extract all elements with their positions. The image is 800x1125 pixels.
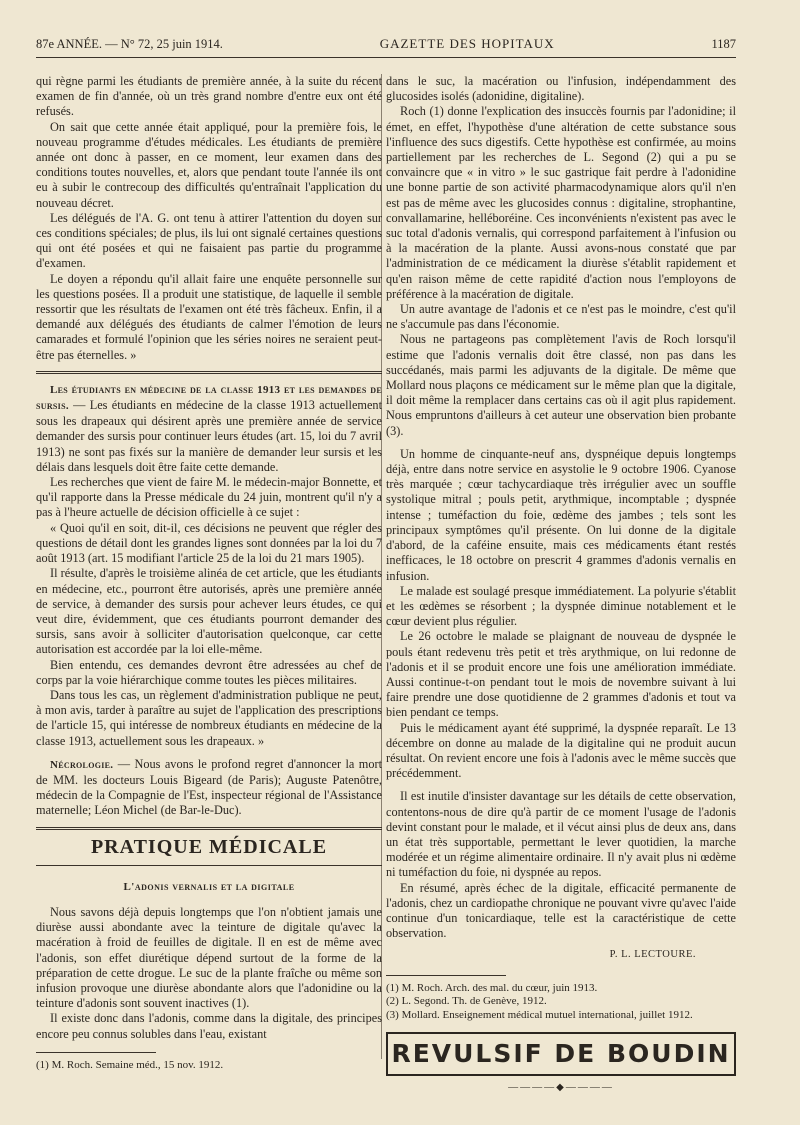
paragraph: Un autre avantage de l'adonis et ce n'est pas le moindre, c'est qu'il ne s'accumule pas dans l'économie.	[386, 302, 736, 332]
page-header	[36, 36, 736, 58]
news-item-students	[36, 382, 382, 475]
paragraph: Il existe donc dans l'adonis, comme dans la digitale, des principes encore peu connus solubles dans l'eau, existant	[36, 1011, 382, 1041]
article-title: L'adonis vernalis et la digitale	[123, 880, 295, 893]
news-item-necrology	[36, 757, 382, 819]
paragraph: Nous ne partageons pas complètement l'avis de Roch lorsqu'il estime que l'adonis vernalis doit être classé, non pas dans les succédanés, mais parmi les adjuvants de la digitale. De même que Mollard nous plaçons ce médicament sur le même plan que la digitale, il doit même la remplacer dans certains cas où il agit plus rapidement. Nous empruntons d'ailleurs à cet auteur une observation bien probante (3).	[386, 332, 736, 438]
author-signature: P. L. LECTOURE.	[609, 949, 696, 961]
paragraph: On sait que cette année était appliqué, pour la première fois, le nouveau programme d'études médicales. Les étudiants de première année ont donc à passer, en ce moment, leur examen dans des conditions toutes nouvelles, et, alors que pendant toute l'année ils ont eu à subir le contrecoup des difficultés qu'entraînait l'application du nouveau décret.	[36, 119, 382, 210]
divider	[36, 865, 382, 866]
divider	[36, 827, 382, 830]
paragraph: Il est inutile d'insister davantage sur les détails de cette observation, contentons-nous de dire qu'à partir de ce moment l'usage de l'adonis devint constant pour le malade, et il vécut ainsi plus de deux ans, dans un état très supportable, permettant le lever quotidien, la marche modérée et un régime alimentaire ordinaire. Il n'y avait plus ni œdème ni tuméfaction du foie, ni dyspnée au repos.	[386, 789, 736, 880]
paragraph: Bien entendu, ces demandes devront être adressées au chef de corps par la voie hiérarchique comme toutes les pièces militaires.	[36, 657, 382, 687]
paragraph: Puis le médicament ayant été supprimé, la dyspnée reparaît. Le 13 décembre on donne au malade de la digitaline qui ne produit aucun résultat. On revient encore une fois à l'adonis avec le même succès que précédemment.	[386, 720, 736, 781]
page-number: 1187	[711, 37, 736, 51]
right-column	[386, 74, 736, 1095]
paragraph: dans le suc, la macération ou l'infusion, indépendamment des glucosides isolés (adonidine, digitaline).	[386, 74, 736, 104]
paragraph: Roch (1) donne l'explication des insuccès fournis par l'adonidine; il émet, en effet, l'hypothèse d'une altération de cette substance sous l'influence des sucs digestifs. Cette hypothèse est confirmée, au moins partiellement par les recherches de L. Segond (2) qui a pu se convaincre que « in vitro » le suc gastrique fait perdre à l'adonidine une bonne partie de son activité pharmacodynamique alors qu'il n'en est pas de même avec les glucosides connus : digitaline, strophantine, convallamarine, helléboréine. Ces inconvénients n'existent pas avec le suc total d'adonis vernalis, qui correspond parfaitement à l'infusion ou à la macération de la plante. Aussi avons-nous constaté que par l'administration de ce médicament la diurèse s'établit rapidement et qu'en raison même de cette rapidité d'action nous l'employons de préférence à la macération de digitale.	[386, 104, 736, 301]
footnote: (1) M. Roch. Arch. des mal. du cœur, juin 1913.	[386, 981, 598, 994]
footnote-rule	[36, 1052, 156, 1053]
paragraph: « Quoi qu'il en soit, dit-il, ces décisions ne peuvent que régler des questions de détail dont les grandes lignes sont données par la loi du 7 août 1913 (art. 15 modifiant l'article 25 de la loi du 21 mars 1905).	[36, 520, 382, 566]
left-column	[36, 74, 382, 1072]
news-text: — Les étudiants en médecine de la classe 1913 actuellement sous les drapeaux qui désirent après une première année de service demander des sursis pour continuer leurs études (art. 15, loi du 7 avril 1913) ne sont pas fixés sur la manière de demander leur sursis et les délais dans lesquels doit être faite cette demande.	[36, 398, 382, 474]
ornament: ————◆————	[508, 1082, 614, 1094]
journal-title: GAZETTE DES HOPITAUX	[379, 36, 555, 51]
footnote: (2) L. Segond. Th. de Genève, 1912.	[386, 995, 547, 1008]
paragraph: Les recherches que vient de faire M. le médecin-major Bonnette, et qu'il rapporte dans la Presse médicale du 24 juin, montrent qu'il n'y a pas à l'heure actuelle de décision officielle à ce sujet :	[36, 475, 382, 520]
paragraph: Dans tous les cas, un règlement d'administration publique ne peut, à mon avis, tarder à paraître au sujet de l'application des prescriptions de l'article 15, qui intéresse de nombreux étudiants en médecine de la classe 1913, actuellement sous les drapeaux. »	[36, 687, 382, 748]
footnote-rule	[386, 975, 506, 976]
footnote: (3) Mollard. Enseignement médical mutuel international, juillet 1912.	[386, 1008, 693, 1021]
paragraph: Un homme de cinquante-neuf ans, dyspnéique depuis longtemps déjà, entre dans notre service en asystolie le 9 octobre 1906. Cyanose très marquée ; cœur tachycardiaque très irrégulier avec un souffle systolique mitral ; pouls petit, arythmique, incomptable ; dyspnée intense ; tuméfaction du foie, œdème des jambes ; tels sont les principaux symptômes qu'il présente. On lui donne de la digitale d'abord, de la caféine ensuite, mais ces médicaments étant restés inefficaces, le 18 octobre on prescrit 4 grammes d'adonis vernalis en infusion.	[386, 446, 736, 583]
paragraph: En résumé, après échec de la digitale, efficacité permanente de l'adonis, chez un cardiopathe chronique ne pouvant vivre qu'avec l'aide continue d'un tonicardiaque, telle est la caractéristique de cette observation.	[386, 880, 736, 941]
paragraph: Le doyen a répondu qu'il allait faire une enquête personnelle sur les questions posées. Il a produit une statistique, de laquelle il semble ressortir que les résultats de l'examen ont été très fâcheux. Enfin, il a demandé aux délégués des étudiants de calmer l'émotion de leurs camarades et formulé l'opinion que les séries noires ne seraient peut-être pas éternelles. »	[36, 271, 382, 362]
paragraph: Il résulte, d'après le troisième alinéa de cet article, que les étudiants en médecine, etc., pourront être autorisés, après une première année de service, à demander des sursis pour achever leurs études, ce qui veut dire, évidemment, que ces étudiants pourront demander des sursis, sans avoir à solliciter d'autorisation quelconque, car cette autorisation est accordée par la loi elle-même.	[36, 566, 382, 657]
paragraph: qui règne parmi les étudiants de première année, à la suite du récent examen de fin d'année, où un très grand nombre d'entre eux ont été refusés.	[36, 74, 382, 119]
news-heading: Les étudiants en médecine de la classe 1913 et les demandes de sursis.	[36, 383, 382, 413]
divider	[36, 371, 382, 374]
advertisement: REVULSIF DE BOUDIN	[386, 1032, 736, 1076]
issue-info: 87e ANNÉE. — N° 72, 25 juin 1914.	[36, 37, 223, 51]
paragraph: Les délégués de l'A. G. ont tenu à attirer l'attention du doyen sur ces conditions spéciales; de plus, ils lui ont signalé certaines questions qui ont été posées et qui ne faisaient pas partie du programme d'examen.	[36, 210, 382, 271]
paragraph: Le 26 octobre le malade se plaignant de nouveau de dyspnée le pouls étant redevenu très petit et très arythmique, on lui redonne de l'adonis et il se produit encore une fois une amélioration immédiate. Aussi continue-t-on pendant tout le mois de novembre suivant à lui faire prendre une dose quotidienne de 2 grammes d'adonis et tout va bien pendant ce temps.	[386, 629, 736, 720]
footnote: (1) M. Roch. Semaine méd., 15 nov. 1912.	[36, 1058, 224, 1071]
news-heading: Nécrologie.	[50, 758, 114, 771]
paragraph: Le malade est soulagé presque immédiatement. La polyurie s'établit et les œdèmes se résorbent ; la dyspnée diminue notablement et le cœur devient plus régulier.	[386, 583, 736, 629]
news-text: — Nous avons le profond regret d'annoncer la mort de MM. les docteurs Louis Bigeard (de Paris); Auguste Patenôtre, médecin de la Compagnie de l'Est, inspecteur régional de l'Assistance maternelle; Léon Michel (de Bar-le-Duc).	[36, 756, 382, 818]
paragraph: Nous savons déjà depuis longtemps que l'on n'obtient jamais une diurèse aussi abondante avec la teinture de digitale qu'avec la macération à froid de feuilles de digitale. Il en est de même avec l'adonis, son effet diurétique dépend surtout de la forme de la préparation de cette drogue. Le suc de la plante fraîche ou même son infusion provoque une diurèse abondante alors que l'adonidine ou la teinture d'adonis sont souvent inactives (1).	[36, 904, 382, 1011]
section-title: PRATIQUE MÉDICALE	[90, 835, 328, 858]
